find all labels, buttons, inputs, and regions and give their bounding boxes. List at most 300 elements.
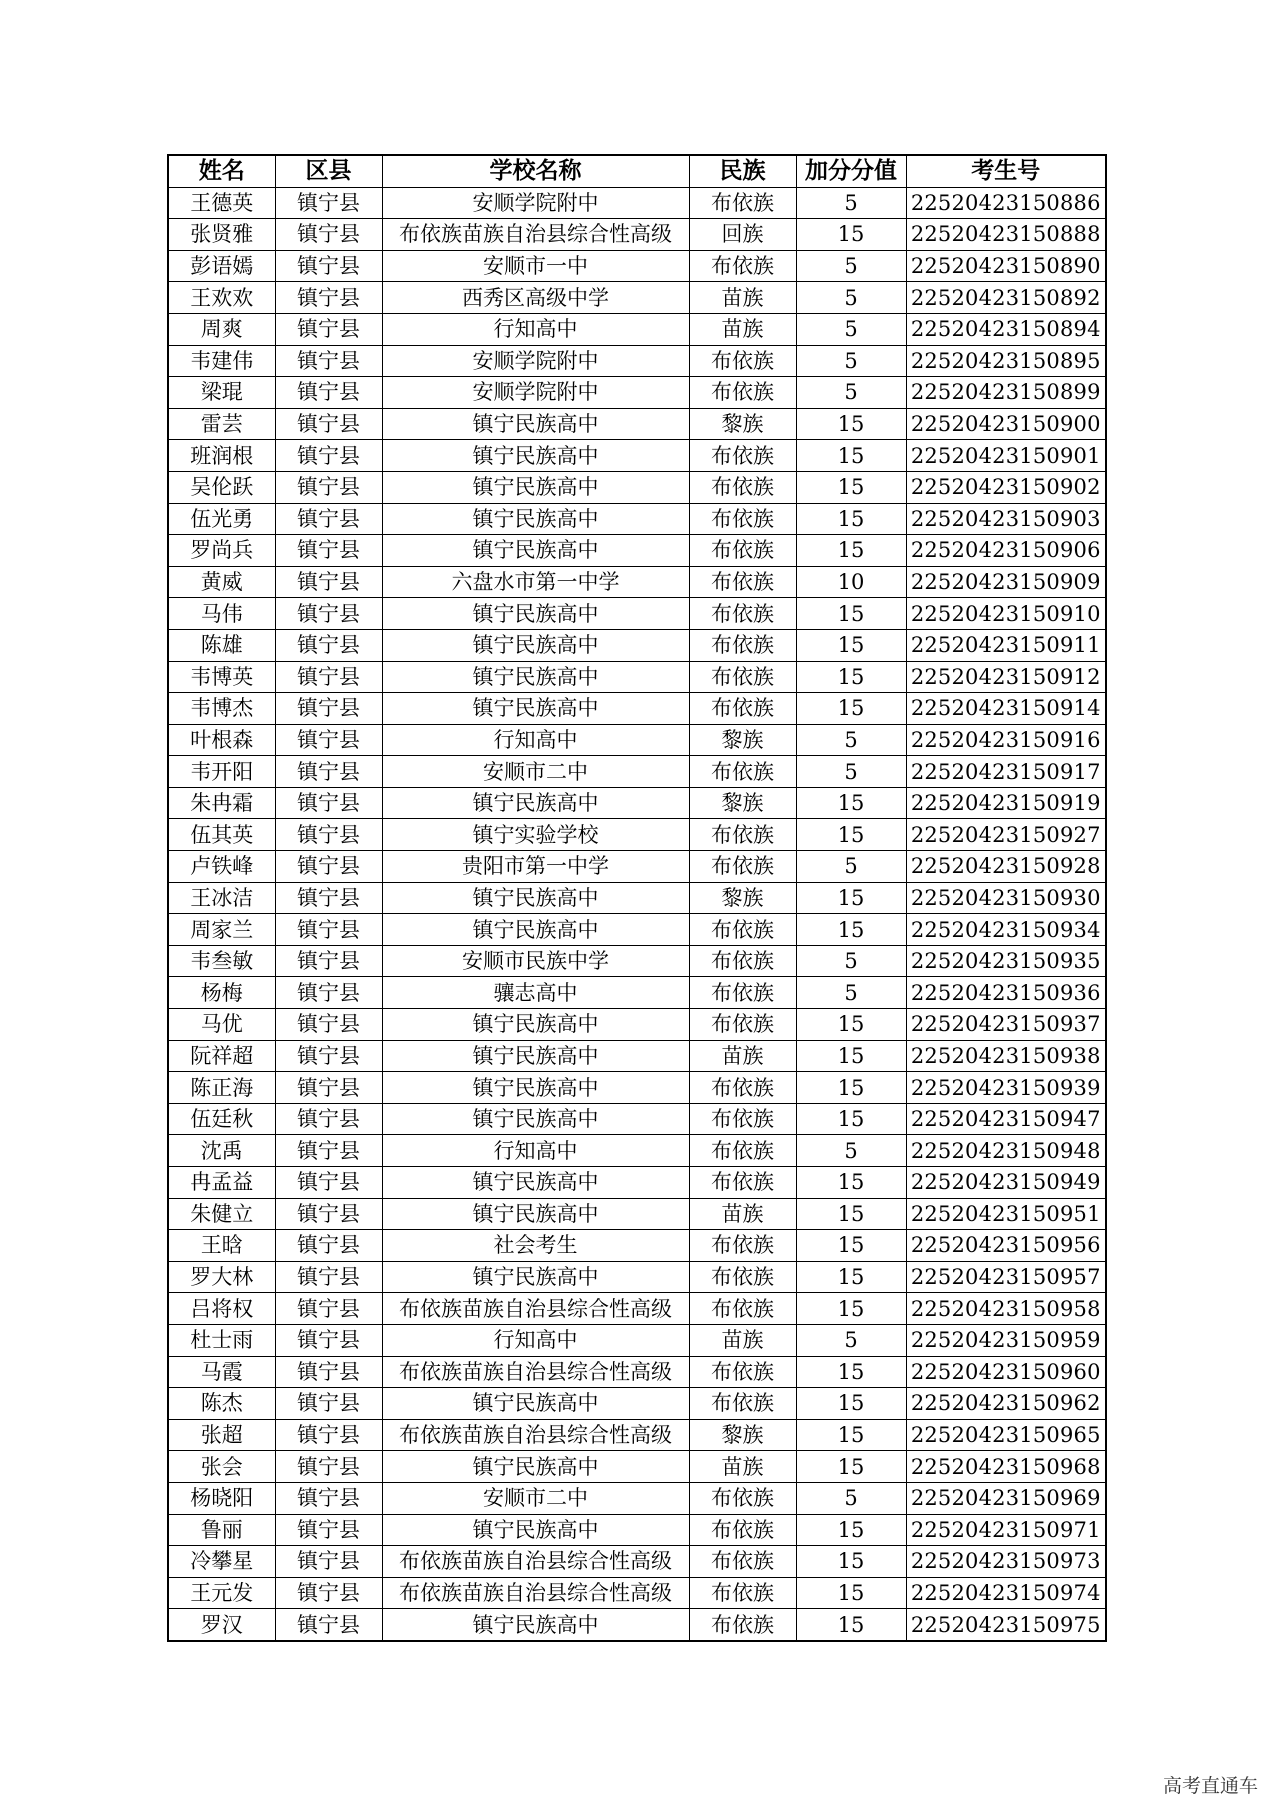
cell-bonus-points: 15	[796, 1261, 906, 1293]
cell-name: 王元发	[168, 1577, 275, 1609]
cell-school: 镇宁民族高中	[382, 1198, 689, 1230]
table-row	[168, 1609, 1106, 1641]
cell-candidate-id: 22520423150939	[906, 1072, 1106, 1104]
table-row	[168, 1419, 1106, 1451]
cell-county: 镇宁县	[275, 1356, 382, 1388]
cell-school: 安顺市二中	[382, 1482, 689, 1514]
cell-ethnicity: 黎族	[689, 787, 796, 819]
cell-school: 镇宁民族高中	[382, 1388, 689, 1420]
cell-ethnicity: 布依族	[689, 1135, 796, 1167]
cell-school: 镇宁民族高中	[382, 535, 689, 567]
cell-school: 安顺市二中	[382, 756, 689, 788]
table-row	[168, 250, 1106, 282]
cell-county: 镇宁县	[275, 1261, 382, 1293]
table-row	[168, 313, 1106, 345]
table-row	[168, 693, 1106, 725]
cell-ethnicity: 布依族	[689, 503, 796, 535]
cell-school: 布依族苗族自治县综合性高级	[382, 1419, 689, 1451]
cell-bonus-points: 5	[796, 1135, 906, 1167]
cell-ethnicity: 布依族	[689, 693, 796, 725]
cell-school: 镇宁民族高中	[382, 882, 689, 914]
cell-bonus-points: 15	[796, 471, 906, 503]
cell-candidate-id: 22520423150960	[906, 1356, 1106, 1388]
cell-school: 镇宁民族高中	[382, 914, 689, 946]
cell-name: 梁琨	[168, 377, 275, 409]
cell-candidate-id: 22520423150903	[906, 503, 1106, 535]
cell-candidate-id: 22520423150969	[906, 1482, 1106, 1514]
cell-candidate-id: 22520423150888	[906, 219, 1106, 251]
cell-county: 镇宁县	[275, 1040, 382, 1072]
cell-bonus-points: 15	[796, 882, 906, 914]
cell-county: 镇宁县	[275, 535, 382, 567]
cell-candidate-id: 22520423150910	[906, 598, 1106, 630]
cell-school: 布依族苗族自治县综合性高级	[382, 1356, 689, 1388]
cell-candidate-id: 22520423150951	[906, 1198, 1106, 1230]
cell-county: 镇宁县	[275, 219, 382, 251]
cell-school: 镇宁民族高中	[382, 787, 689, 819]
cell-candidate-id: 22520423150934	[906, 914, 1106, 946]
cell-ethnicity: 布依族	[689, 440, 796, 472]
cell-county: 镇宁县	[275, 1072, 382, 1104]
table-row	[168, 819, 1106, 851]
cell-name: 王德英	[168, 187, 275, 219]
table-row	[168, 787, 1106, 819]
cell-candidate-id: 22520423150916	[906, 724, 1106, 756]
cell-name: 阮祥超	[168, 1040, 275, 1072]
cell-name: 马霞	[168, 1356, 275, 1388]
cell-name: 沈禹	[168, 1135, 275, 1167]
cell-bonus-points: 15	[796, 1009, 906, 1041]
cell-candidate-id: 22520423150959	[906, 1324, 1106, 1356]
cell-bonus-points: 15	[796, 440, 906, 472]
table-row	[168, 471, 1106, 503]
cell-ethnicity: 布依族	[689, 1009, 796, 1041]
cell-county: 镇宁县	[275, 566, 382, 598]
cell-ethnicity: 黎族	[689, 724, 796, 756]
table-row	[168, 756, 1106, 788]
cell-county: 镇宁县	[275, 1482, 382, 1514]
cell-county: 镇宁县	[275, 693, 382, 725]
table-row	[168, 914, 1106, 946]
cell-county: 镇宁县	[275, 250, 382, 282]
cell-county: 镇宁县	[275, 471, 382, 503]
header-school: 学校名称	[382, 155, 689, 187]
cell-ethnicity: 黎族	[689, 408, 796, 440]
table-row	[168, 724, 1106, 756]
cell-name: 韦博杰	[168, 693, 275, 725]
cell-county: 镇宁县	[275, 1419, 382, 1451]
cell-bonus-points: 15	[796, 629, 906, 661]
cell-ethnicity: 布依族	[689, 535, 796, 567]
cell-candidate-id: 22520423150912	[906, 661, 1106, 693]
cell-bonus-points: 15	[796, 914, 906, 946]
cell-bonus-points: 5	[796, 377, 906, 409]
cell-name: 张贤雅	[168, 219, 275, 251]
table-row	[168, 661, 1106, 693]
cell-school: 行知高中	[382, 724, 689, 756]
table-row	[168, 345, 1106, 377]
cell-school: 骧志高中	[382, 977, 689, 1009]
cell-candidate-id: 22520423150965	[906, 1419, 1106, 1451]
cell-bonus-points: 15	[796, 535, 906, 567]
cell-bonus-points: 15	[796, 787, 906, 819]
cell-bonus-points: 15	[796, 1609, 906, 1641]
cell-county: 镇宁县	[275, 598, 382, 630]
table-row	[168, 882, 1106, 914]
cell-school: 镇宁民族高中	[382, 661, 689, 693]
cell-bonus-points: 15	[796, 1230, 906, 1262]
cell-county: 镇宁县	[275, 1609, 382, 1641]
cell-candidate-id: 22520423150917	[906, 756, 1106, 788]
cell-school: 贵阳市第一中学	[382, 851, 689, 883]
cell-candidate-id: 22520423150930	[906, 882, 1106, 914]
cell-ethnicity: 黎族	[689, 1419, 796, 1451]
cell-bonus-points: 15	[796, 1356, 906, 1388]
cell-ethnicity: 布依族	[689, 598, 796, 630]
cell-bonus-points: 5	[796, 345, 906, 377]
cell-school: 镇宁民族高中	[382, 503, 689, 535]
table-row	[168, 1514, 1106, 1546]
cell-ethnicity: 布依族	[689, 1261, 796, 1293]
cell-candidate-id: 22520423150949	[906, 1167, 1106, 1199]
cell-bonus-points: 5	[796, 724, 906, 756]
cell-candidate-id: 22520423150957	[906, 1261, 1106, 1293]
cell-bonus-points: 15	[796, 503, 906, 535]
cell-bonus-points: 5	[796, 756, 906, 788]
cell-name: 班润根	[168, 440, 275, 472]
cell-school: 安顺学院附中	[382, 345, 689, 377]
cell-candidate-id: 22520423150956	[906, 1230, 1106, 1262]
cell-candidate-id: 22520423150900	[906, 408, 1106, 440]
cell-school: 安顺市一中	[382, 250, 689, 282]
table-row	[168, 598, 1106, 630]
cell-candidate-id: 22520423150890	[906, 250, 1106, 282]
cell-ethnicity: 布依族	[689, 756, 796, 788]
cell-bonus-points: 5	[796, 1324, 906, 1356]
cell-name: 伍光勇	[168, 503, 275, 535]
cell-school: 布依族苗族自治县综合性高级	[382, 219, 689, 251]
cell-county: 镇宁县	[275, 503, 382, 535]
cell-school: 布依族苗族自治县综合性高级	[382, 1577, 689, 1609]
cell-county: 镇宁县	[275, 945, 382, 977]
cell-candidate-id: 22520423150892	[906, 282, 1106, 314]
cell-county: 镇宁县	[275, 282, 382, 314]
cell-ethnicity: 布依族	[689, 1514, 796, 1546]
cell-ethnicity: 布依族	[689, 1072, 796, 1104]
cell-name: 黄威	[168, 566, 275, 598]
cell-name: 雷芸	[168, 408, 275, 440]
cell-name: 鲁丽	[168, 1514, 275, 1546]
cell-name: 罗汉	[168, 1609, 275, 1641]
cell-county: 镇宁县	[275, 440, 382, 472]
candidate-table	[167, 154, 1107, 1642]
cell-ethnicity: 苗族	[689, 1451, 796, 1483]
table-row	[168, 1135, 1106, 1167]
cell-name: 罗大林	[168, 1261, 275, 1293]
cell-name: 彭语嫣	[168, 250, 275, 282]
table-row	[168, 1356, 1106, 1388]
table-row	[168, 187, 1106, 219]
cell-candidate-id: 22520423150886	[906, 187, 1106, 219]
cell-name: 王晗	[168, 1230, 275, 1262]
cell-name: 伍其英	[168, 819, 275, 851]
table-row	[168, 1482, 1106, 1514]
cell-bonus-points: 5	[796, 250, 906, 282]
table-header-row	[168, 155, 1106, 187]
cell-ethnicity: 黎族	[689, 882, 796, 914]
cell-ethnicity: 布依族	[689, 1293, 796, 1325]
cell-bonus-points: 15	[796, 1040, 906, 1072]
cell-ethnicity: 布依族	[689, 851, 796, 883]
cell-county: 镇宁县	[275, 1577, 382, 1609]
cell-ethnicity: 苗族	[689, 1198, 796, 1230]
cell-name: 张会	[168, 1451, 275, 1483]
cell-ethnicity: 布依族	[689, 1103, 796, 1135]
cell-school: 镇宁实验学校	[382, 819, 689, 851]
header-candidate-id: 考生号	[906, 155, 1106, 187]
cell-name: 冷攀星	[168, 1546, 275, 1578]
cell-bonus-points: 15	[796, 1103, 906, 1135]
cell-county: 镇宁县	[275, 914, 382, 946]
cell-ethnicity: 布依族	[689, 1167, 796, 1199]
cell-county: 镇宁县	[275, 882, 382, 914]
table-row	[168, 1388, 1106, 1420]
cell-school: 镇宁民族高中	[382, 693, 689, 725]
header-bonus-points: 加分分值	[796, 155, 906, 187]
cell-ethnicity: 布依族	[689, 250, 796, 282]
cell-ethnicity: 布依族	[689, 1388, 796, 1420]
cell-candidate-id: 22520423150975	[906, 1609, 1106, 1641]
table-row	[168, 566, 1106, 598]
cell-county: 镇宁县	[275, 1009, 382, 1041]
cell-ethnicity: 布依族	[689, 566, 796, 598]
cell-school: 镇宁民族高中	[382, 1609, 689, 1641]
cell-ethnicity: 布依族	[689, 1230, 796, 1262]
cell-ethnicity: 布依族	[689, 977, 796, 1009]
cell-bonus-points: 15	[796, 1419, 906, 1451]
cell-county: 镇宁县	[275, 1103, 382, 1135]
cell-county: 镇宁县	[275, 1388, 382, 1420]
cell-county: 镇宁县	[275, 1230, 382, 1262]
cell-bonus-points: 5	[796, 977, 906, 1009]
cell-bonus-points: 5	[796, 187, 906, 219]
cell-county: 镇宁县	[275, 1324, 382, 1356]
cell-ethnicity: 布依族	[689, 629, 796, 661]
header-name: 姓名	[168, 155, 275, 187]
table-row	[168, 1198, 1106, 1230]
cell-school: 镇宁民族高中	[382, 629, 689, 661]
cell-school: 镇宁民族高中	[382, 1103, 689, 1135]
cell-county: 镇宁县	[275, 187, 382, 219]
cell-name: 王冰洁	[168, 882, 275, 914]
cell-name: 叶根森	[168, 724, 275, 756]
table-row	[168, 1072, 1106, 1104]
cell-candidate-id: 22520423150906	[906, 535, 1106, 567]
cell-name: 吴伦跃	[168, 471, 275, 503]
cell-ethnicity: 布依族	[689, 1356, 796, 1388]
cell-county: 镇宁县	[275, 1293, 382, 1325]
cell-candidate-id: 22520423150914	[906, 693, 1106, 725]
cell-bonus-points: 15	[796, 219, 906, 251]
cell-ethnicity: 布依族	[689, 945, 796, 977]
cell-school: 社会考生	[382, 1230, 689, 1262]
cell-school: 布依族苗族自治县综合性高级	[382, 1546, 689, 1578]
table-row	[168, 945, 1106, 977]
cell-candidate-id: 22520423150935	[906, 945, 1106, 977]
cell-ethnicity: 布依族	[689, 345, 796, 377]
cell-county: 镇宁县	[275, 661, 382, 693]
cell-county: 镇宁县	[275, 629, 382, 661]
cell-bonus-points: 15	[796, 1072, 906, 1104]
cell-bonus-points: 15	[796, 1167, 906, 1199]
cell-county: 镇宁县	[275, 377, 382, 409]
table-row	[168, 1230, 1106, 1262]
table-row	[168, 629, 1106, 661]
cell-ethnicity: 苗族	[689, 313, 796, 345]
table-row	[168, 219, 1106, 251]
cell-bonus-points: 15	[796, 1451, 906, 1483]
cell-county: 镇宁县	[275, 1198, 382, 1230]
cell-school: 镇宁民族高中	[382, 1261, 689, 1293]
table-row	[168, 1324, 1106, 1356]
table-row	[168, 851, 1106, 883]
cell-county: 镇宁县	[275, 977, 382, 1009]
cell-ethnicity: 布依族	[689, 471, 796, 503]
cell-county: 镇宁县	[275, 787, 382, 819]
cell-bonus-points: 5	[796, 945, 906, 977]
cell-bonus-points: 15	[796, 1514, 906, 1546]
cell-ethnicity: 布依族	[689, 1577, 796, 1609]
cell-candidate-id: 22520423150962	[906, 1388, 1106, 1420]
cell-candidate-id: 22520423150901	[906, 440, 1106, 472]
cell-county: 镇宁县	[275, 851, 382, 883]
cell-name: 罗尚兵	[168, 535, 275, 567]
table-row	[168, 440, 1106, 472]
table-row	[168, 977, 1106, 1009]
cell-school: 行知高中	[382, 1135, 689, 1167]
cell-name: 韦建伟	[168, 345, 275, 377]
cell-name: 朱冉霜	[168, 787, 275, 819]
cell-name: 陈雄	[168, 629, 275, 661]
cell-county: 镇宁县	[275, 1451, 382, 1483]
cell-bonus-points: 5	[796, 1482, 906, 1514]
table-row	[168, 408, 1106, 440]
cell-bonus-points: 5	[796, 313, 906, 345]
cell-county: 镇宁县	[275, 313, 382, 345]
cell-ethnicity: 苗族	[689, 1040, 796, 1072]
cell-candidate-id: 22520423150974	[906, 1577, 1106, 1609]
cell-bonus-points: 5	[796, 851, 906, 883]
cell-candidate-id: 22520423150894	[906, 313, 1106, 345]
cell-name: 张超	[168, 1419, 275, 1451]
cell-bonus-points: 15	[796, 1198, 906, 1230]
cell-ethnicity: 布依族	[689, 377, 796, 409]
cell-bonus-points: 15	[796, 1293, 906, 1325]
cell-name: 朱健立	[168, 1198, 275, 1230]
cell-ethnicity: 苗族	[689, 1324, 796, 1356]
cell-school: 安顺学院附中	[382, 187, 689, 219]
cell-candidate-id: 22520423150973	[906, 1546, 1106, 1578]
cell-school: 镇宁民族高中	[382, 1072, 689, 1104]
cell-county: 镇宁县	[275, 1135, 382, 1167]
cell-bonus-points: 15	[796, 598, 906, 630]
cell-candidate-id: 22520423150895	[906, 345, 1106, 377]
cell-name: 冉孟益	[168, 1167, 275, 1199]
cell-school: 安顺市民族中学	[382, 945, 689, 977]
cell-bonus-points: 5	[796, 282, 906, 314]
cell-name: 杨晓阳	[168, 1482, 275, 1514]
cell-candidate-id: 22520423150936	[906, 977, 1106, 1009]
table-row	[168, 503, 1106, 535]
table-row	[168, 1040, 1106, 1072]
cell-candidate-id: 22520423150937	[906, 1009, 1106, 1041]
table-row	[168, 1167, 1106, 1199]
cell-school: 行知高中	[382, 313, 689, 345]
cell-name: 陈杰	[168, 1388, 275, 1420]
table-row	[168, 1261, 1106, 1293]
cell-name: 王欢欢	[168, 282, 275, 314]
cell-ethnicity: 布依族	[689, 1482, 796, 1514]
cell-county: 镇宁县	[275, 1546, 382, 1578]
cell-ethnicity: 回族	[689, 219, 796, 251]
cell-school: 安顺学院附中	[382, 377, 689, 409]
cell-school: 镇宁民族高中	[382, 471, 689, 503]
cell-ethnicity: 布依族	[689, 661, 796, 693]
cell-county: 镇宁县	[275, 1167, 382, 1199]
cell-name: 周爽	[168, 313, 275, 345]
cell-candidate-id: 22520423150948	[906, 1135, 1106, 1167]
table-row	[168, 1577, 1106, 1609]
cell-ethnicity: 布依族	[689, 187, 796, 219]
cell-ethnicity: 布依族	[689, 1546, 796, 1578]
cell-ethnicity: 布依族	[689, 1609, 796, 1641]
cell-name: 卢铁峰	[168, 851, 275, 883]
table-row	[168, 282, 1106, 314]
cell-bonus-points: 15	[796, 693, 906, 725]
cell-bonus-points: 15	[796, 1546, 906, 1578]
cell-ethnicity: 苗族	[689, 282, 796, 314]
cell-school: 镇宁民族高中	[382, 408, 689, 440]
cell-candidate-id: 22520423150938	[906, 1040, 1106, 1072]
cell-school: 镇宁民族高中	[382, 1451, 689, 1483]
cell-candidate-id: 22520423150927	[906, 819, 1106, 851]
cell-candidate-id: 22520423150911	[906, 629, 1106, 661]
cell-name: 杜士雨	[168, 1324, 275, 1356]
cell-ethnicity: 布依族	[689, 819, 796, 851]
cell-county: 镇宁县	[275, 408, 382, 440]
cell-name: 韦开阳	[168, 756, 275, 788]
cell-name: 韦博英	[168, 661, 275, 693]
cell-bonus-points: 15	[796, 661, 906, 693]
table-row	[168, 1103, 1106, 1135]
cell-candidate-id: 22520423150971	[906, 1514, 1106, 1546]
cell-school: 六盘水市第一中学	[382, 566, 689, 598]
cell-candidate-id: 22520423150899	[906, 377, 1106, 409]
cell-school: 布依族苗族自治县综合性高级	[382, 1293, 689, 1325]
cell-school: 镇宁民族高中	[382, 1514, 689, 1546]
cell-school: 行知高中	[382, 1324, 689, 1356]
cell-name: 杨梅	[168, 977, 275, 1009]
cell-candidate-id: 22520423150909	[906, 566, 1106, 598]
cell-name: 马伟	[168, 598, 275, 630]
cell-school: 镇宁民族高中	[382, 598, 689, 630]
cell-school: 镇宁民族高中	[382, 440, 689, 472]
table-row	[168, 377, 1106, 409]
cell-name: 陈正海	[168, 1072, 275, 1104]
cell-county: 镇宁县	[275, 345, 382, 377]
cell-bonus-points: 15	[796, 408, 906, 440]
table-row	[168, 1293, 1106, 1325]
